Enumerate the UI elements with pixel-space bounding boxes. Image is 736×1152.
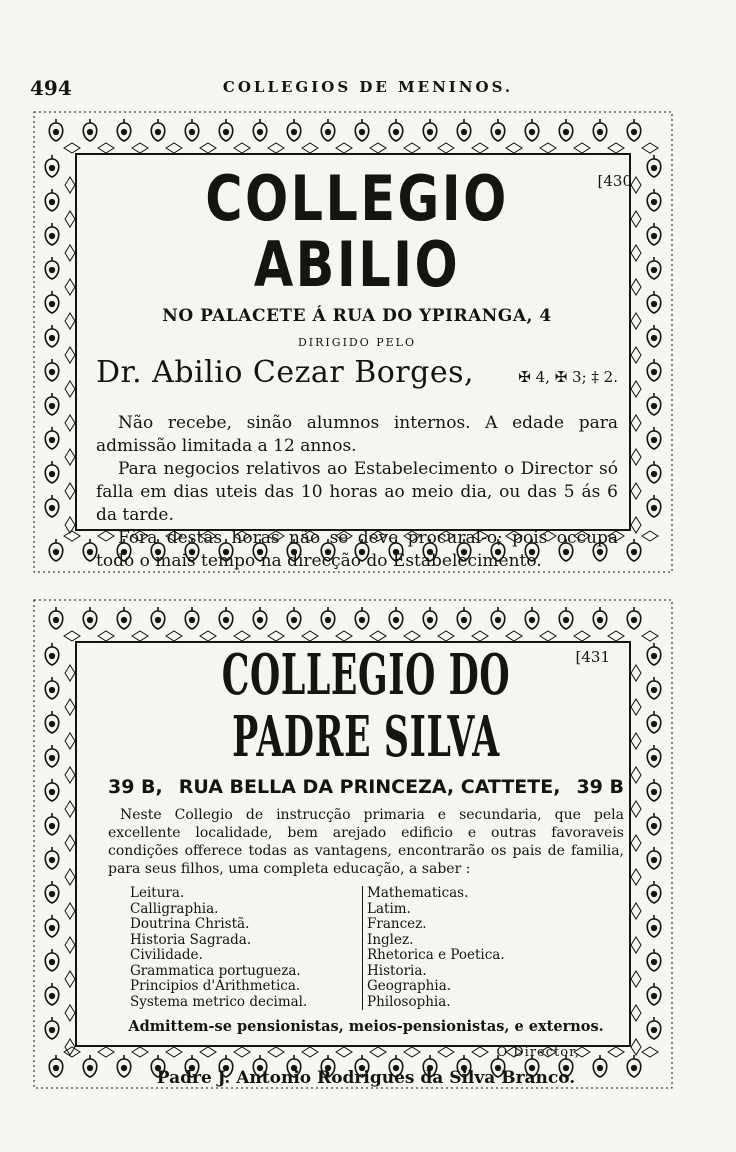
ornament-icon (647, 1017, 661, 1039)
ornament-icon (627, 119, 641, 141)
address-number: 39 B, (108, 776, 163, 798)
ornament-icon (647, 813, 661, 835)
ornament-icon (647, 745, 661, 767)
ornament-icon (593, 607, 607, 629)
ornament-icon (45, 677, 59, 699)
ornament-icon (49, 119, 63, 141)
ornament-icon (45, 393, 59, 415)
ornament-icon (647, 155, 661, 177)
ad-content (108, 644, 624, 1088)
ornament-icon (647, 881, 661, 903)
ornament-icon (49, 539, 63, 561)
ornament-icon (647, 223, 661, 245)
ornament-icon (593, 119, 607, 141)
director-signature: Padre J. Antonio Rodrigues da Silva Branco. (156, 1068, 576, 1088)
school-subtitle: NO PALACETE Á RUA DO YPIRANGA, 4 (162, 306, 552, 326)
director-label: O Director, (496, 1045, 580, 1060)
ornament-icon (253, 607, 267, 629)
ornament-icon (647, 359, 661, 381)
ornament-icon (151, 119, 165, 141)
ornament-icon (49, 607, 63, 629)
ornament-icon (45, 813, 59, 835)
ornament-icon (321, 607, 335, 629)
ornament-icon (627, 1055, 641, 1077)
ornament-icon (45, 847, 59, 869)
school-title: COLLEGIO DO PADRE SILVA (221, 642, 511, 770)
subject-item: Mathematicas. (367, 885, 469, 901)
ornament-icon (219, 119, 233, 141)
subject-item: Francez. (367, 916, 427, 932)
school-title: COLLEGIO ABILIO (205, 162, 509, 301)
subject-item: Historia Sagrada. (130, 931, 252, 948)
ornament-icon (83, 1055, 97, 1077)
ornament-icon (423, 119, 437, 141)
honours: ✠ 4, ✠ 3; ‡ 2. (518, 368, 618, 386)
ornament-icon (185, 119, 199, 141)
ornament-icon (647, 461, 661, 483)
director-name: Dr. Abilio Cezar Borges, (96, 355, 475, 390)
subject-item: Civilidade. (130, 947, 203, 963)
ornament-icon (45, 1017, 59, 1039)
subject-item: Principios d'Arithmetica. (130, 978, 301, 994)
ornament-icon (491, 119, 505, 141)
ornament-icon (83, 539, 97, 561)
ornament-icon (525, 119, 539, 141)
subjects-table (130, 886, 624, 1010)
ornament-icon (45, 881, 59, 903)
subject-item: Doutrina Christã. (130, 916, 250, 932)
ornament-icon (647, 983, 661, 1005)
ornament-icon (389, 119, 403, 141)
ornament-icon (117, 607, 131, 629)
ornament-icon (287, 119, 301, 141)
admission-note: Admittem-se pensionistas, meios-pensionistas, e externos. (128, 1018, 604, 1035)
ornament-icon (45, 223, 59, 245)
ornament-icon (287, 607, 301, 629)
address-number: 39 B (576, 776, 624, 798)
ornament-icon (647, 779, 661, 801)
address-street: RUA BELLA DA PRINCEZA, CATTETE, (178, 776, 561, 798)
ornament-icon (647, 677, 661, 699)
ornament-icon (647, 325, 661, 347)
ornament-icon (647, 643, 661, 665)
ornament-icon (185, 607, 199, 629)
ornament-icon (45, 461, 59, 483)
ornament-icon (117, 119, 131, 141)
ornament-icon (627, 607, 641, 629)
ad-content (96, 162, 632, 573)
ornament-icon (647, 915, 661, 937)
ornament-icon (49, 1055, 63, 1077)
ornament-icon (45, 189, 59, 211)
ornament-icon (647, 949, 661, 971)
subject-item: Philosophia. (367, 993, 451, 1010)
subject-item: Systema metrico decimal. (130, 993, 308, 1010)
ornament-icon (647, 711, 661, 733)
ornament-icon (45, 291, 59, 313)
subject-item: Inglez. (367, 931, 414, 948)
ornament-icon (45, 155, 59, 177)
ornament-icon (647, 189, 661, 211)
subject-item: Rhetorica e Poetica. (367, 947, 505, 963)
ornament-icon (355, 607, 369, 629)
ornament-icon (627, 539, 641, 561)
subject-item: Leitura. (130, 885, 185, 901)
ornament-icon (423, 607, 437, 629)
ornament-icon (647, 847, 661, 869)
ornament-icon (45, 427, 59, 449)
ornament-icon (457, 607, 471, 629)
ornament-icon (83, 119, 97, 141)
ornament-icon (321, 119, 335, 141)
ornament-icon (45, 915, 59, 937)
directed-by: DIRIGIDO PELO (297, 336, 416, 349)
ornament-icon (525, 607, 539, 629)
subjects-left (130, 886, 362, 1010)
ornament-icon (151, 607, 165, 629)
ornament-icon (45, 643, 59, 665)
subject-item: Calligraphia. (130, 900, 219, 917)
subject-item: Geographia. (367, 978, 452, 994)
ornament-icon (647, 427, 661, 449)
ornament-icon (45, 949, 59, 971)
page-number: 494 (30, 76, 72, 100)
subject-item: Grammatica portugueza. (130, 962, 301, 979)
paragraph: Fóra destas horas não se deve procural-o; pois occupa todo o mais tempo na direcção do Estabelecimento. (96, 528, 618, 571)
ornament-icon (45, 745, 59, 767)
ornament-icon (647, 495, 661, 517)
running-head (0, 70, 736, 100)
ornament-icon (253, 119, 267, 141)
lot-number: [431 (575, 648, 610, 666)
running-title: COLLEGIOS DE MENINOS. (222, 78, 514, 96)
ornament-icon (45, 257, 59, 279)
paragraph: Para negocios relativos ao Estabelecimento o Director só falla em dias uteis das 10 horas ao meio dia, ou das 5 ás 6 da tarde. (96, 459, 618, 525)
lot-number: [430 (597, 172, 632, 190)
subject-item: Historia. (367, 962, 427, 979)
ornament-icon (559, 119, 573, 141)
ornament-icon (45, 359, 59, 381)
advertisement-collegio-abilio (30, 108, 676, 576)
ornament-icon (45, 495, 59, 517)
subject-item: Latim. (367, 900, 411, 917)
subjects-right (362, 886, 505, 1010)
ad-body (96, 412, 618, 573)
ornament-icon (219, 607, 233, 629)
ornament-icon (355, 119, 369, 141)
school-address (108, 776, 624, 798)
ornament-icon (559, 607, 573, 629)
ornament-icon (647, 393, 661, 415)
ornament-icon (83, 607, 97, 629)
ornament-icon (45, 325, 59, 347)
ornament-icon (491, 607, 505, 629)
ornament-icon (45, 983, 59, 1005)
paragraph: Não recebe, sinão alumnos internos. A edade para admissão limitada a 12 annos. (96, 413, 618, 456)
ornament-icon (647, 257, 661, 279)
ad-intro: Neste Collegio de instrucção primaria e secundaria, que pela excellente localidade, bem arejado edificio e outras favoraveis condições offerece todas as vantagens, encontrarão os pais de familia, para seus filhos, uma completa educação, a saber : (108, 807, 624, 877)
ornament-icon (45, 711, 59, 733)
ornament-icon (647, 291, 661, 313)
advertisement-collegio-padre-silva (30, 596, 676, 1092)
ornament-icon (45, 779, 59, 801)
ornament-icon (389, 607, 403, 629)
ornament-icon (457, 119, 471, 141)
